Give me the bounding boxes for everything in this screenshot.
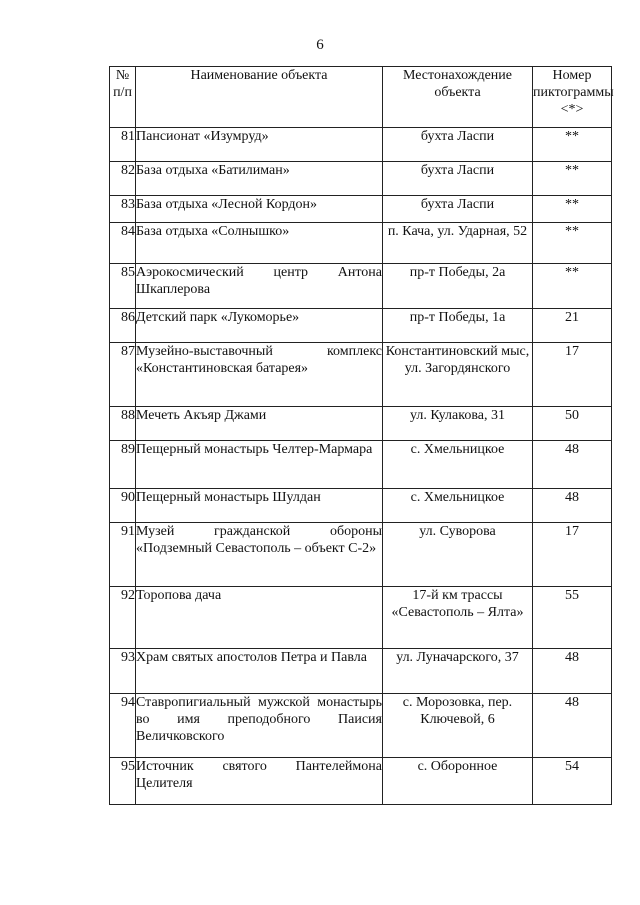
row-location: ул. Суворова: [383, 523, 533, 587]
row-name: Пансионат «Изумруд»: [136, 128, 383, 162]
table-row: [110, 523, 612, 587]
row-name: Пещерный монастырь Шулдан: [136, 489, 383, 523]
row-pictogram: 48: [533, 649, 612, 694]
objects-table: [109, 66, 612, 805]
row-pictogram: 17: [533, 343, 612, 407]
table-row: [110, 489, 612, 523]
row-location: пр-т Победы, 1а: [383, 309, 533, 343]
row-num: 86: [110, 309, 136, 343]
row-name: База отдыха «Солнышко»: [136, 223, 383, 264]
table-row: [110, 407, 612, 441]
row-pictogram: 48: [533, 489, 612, 523]
table-row: [110, 223, 612, 264]
page-number: 6: [316, 37, 324, 53]
table-row: [110, 128, 612, 162]
table-row: [110, 196, 612, 223]
row-location: с. Хмельницкое: [383, 489, 533, 523]
row-pictogram: 21: [533, 309, 612, 343]
row-pictogram: **: [533, 128, 612, 162]
header-pictogram: Номер пиктограммы <*>: [533, 67, 612, 128]
row-pictogram: **: [533, 264, 612, 309]
row-name: Торопова дача: [136, 587, 383, 649]
table-row: [110, 694, 612, 758]
row-pictogram: 50: [533, 407, 612, 441]
row-pictogram: 48: [533, 441, 612, 489]
table-row: [110, 309, 612, 343]
row-pictogram: **: [533, 223, 612, 264]
row-location: Константиновский мыс, ул. Загордянского: [383, 343, 533, 407]
row-pictogram: 54: [533, 758, 612, 805]
table-row: [110, 264, 612, 309]
row-name: Ставропигиальный мужской монастырь во имя преподобного Паисия Величковского: [136, 694, 383, 758]
table-row: [110, 758, 612, 805]
row-num: 91: [110, 523, 136, 587]
row-num: 82: [110, 162, 136, 196]
header-name: Наименование объекта: [136, 67, 383, 128]
row-num: 84: [110, 223, 136, 264]
row-name: Храм святых апостолов Петра и Павла: [136, 649, 383, 694]
row-num: 89: [110, 441, 136, 489]
row-num: 87: [110, 343, 136, 407]
row-location: с. Морозовка, пер. Ключевой, 6: [383, 694, 533, 758]
row-num: 94: [110, 694, 136, 758]
row-location: ул. Луначарского, 37: [383, 649, 533, 694]
row-location: с. Хмельницкое: [383, 441, 533, 489]
table-row: [110, 162, 612, 196]
row-location: п. Кача, ул. Ударная, 52: [383, 223, 533, 264]
row-name: Музейно-выставочный комплекс «Константиновская батарея»: [136, 343, 383, 407]
row-num: 83: [110, 196, 136, 223]
row-pictogram: 55: [533, 587, 612, 649]
table-row: [110, 441, 612, 489]
row-location: пр-т Победы, 2а: [383, 264, 533, 309]
table-row: [110, 649, 612, 694]
row-name: Музей гражданской обороны «Подземный Севастополь – объект С-2»: [136, 523, 383, 587]
table-row: [110, 343, 612, 407]
row-pictogram: **: [533, 162, 612, 196]
row-num: 93: [110, 649, 136, 694]
row-num: 95: [110, 758, 136, 805]
row-name: Детский парк «Лукоморье»: [136, 309, 383, 343]
row-location: ул. Кулакова, 31: [383, 407, 533, 441]
row-name: База отдыха «Батилиман»: [136, 162, 383, 196]
header-num: № п/п: [110, 67, 136, 128]
row-num: 88: [110, 407, 136, 441]
header-location: Местонахождение объекта: [383, 67, 533, 128]
row-location: бухта Ласпи: [383, 128, 533, 162]
row-num: 90: [110, 489, 136, 523]
row-location: бухта Ласпи: [383, 162, 533, 196]
row-pictogram: 17: [533, 523, 612, 587]
row-name: Пещерный монастырь Челтер-Мармара: [136, 441, 383, 489]
row-pictogram: **: [533, 196, 612, 223]
row-num: 81: [110, 128, 136, 162]
row-pictogram: 48: [533, 694, 612, 758]
row-location: 17-й км трассы «Севастополь – Ялта»: [383, 587, 533, 649]
row-num: 92: [110, 587, 136, 649]
row-name: Мечеть Акъяр Джами: [136, 407, 383, 441]
table-row: [110, 587, 612, 649]
table-header-row: [110, 67, 612, 128]
row-name: Аэрокосмический центр Антона Шкаплерова: [136, 264, 383, 309]
row-name: База отдыха «Лесной Кордон»: [136, 196, 383, 223]
row-location: бухта Ласпи: [383, 196, 533, 223]
row-name: Источник святого Пантелеймона Целителя: [136, 758, 383, 805]
row-location: с. Оборонное: [383, 758, 533, 805]
row-num: 85: [110, 264, 136, 309]
